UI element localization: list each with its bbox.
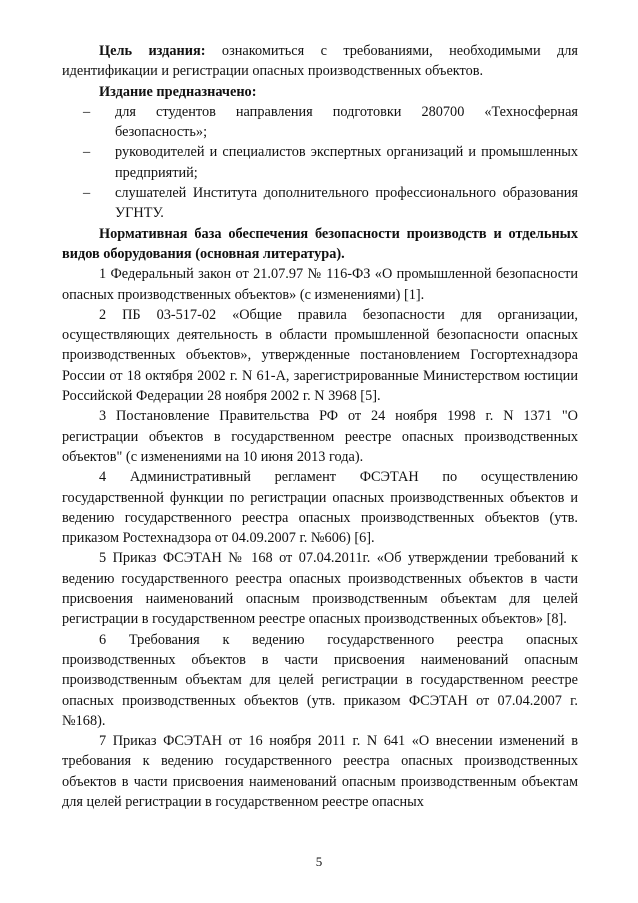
list-item [83,102,578,143]
reference-item: 7 Приказ ФСЭТАН от 16 ноября 2011 г. N 641 «О внесении изменений в требования к ведению государственного реестра опасных производственных объектов в части присвоения наименований опасным производственным объектам для целей регистрации в государственном реестре опасных [62,733,578,810]
dash-mark: – [83,185,91,202]
page-number: 5 [315,854,323,869]
intended-label-text: Издание предназначено: [99,83,257,100]
audience-list [62,102,578,224]
reference-item: 6 Требования к ведению государственного реестра опасных производственных объектов в части присвоения наименований опасным производственным объектам для целей регистрации в государственном реестре опасных производственных объектов (утв. приказом ФСЭТАН от 07.04.2007 г. №168). [62,631,578,729]
dash-mark: – [83,144,91,161]
list-item-text: руководителей и специалистов экспертных организаций и промышленных предприятий; [115,144,578,181]
reference-item: 4 Административный регламент ФСЭТАН по осуществлению государственной функции по регистрации опасных производственных объектов и ведению государственного реестра опасных производственных объектов (утв. приказом Ростехнадзора от 04.09.2007 г. №606) [6]. [62,469,578,547]
base-heading [62,224,578,265]
list-item-text: слушателей Института дополнительного профессионального образования УГНТУ. [115,185,578,222]
reference-item: 1 Федеральный закон от 21.07.97 № 116-ФЗ «О промышленной безопасности опасных производственных объектов» (с изменениями) [1]. [62,266,578,303]
intended-label [62,82,578,102]
base-heading-text: Нормативная база обеспечения безопасности производств и отдельных видов оборудования (основная литература). [62,225,578,262]
purpose-label: Цель издания: [99,43,206,59]
list-item [83,142,578,183]
document-page [62,41,578,812]
purpose-paragraph [62,41,578,82]
list-item [83,183,578,224]
list-item-text: для студентов направления подготовки 280700 «Техносферная безопасность»; [115,103,578,141]
dash-mark: – [83,103,91,120]
reference-item: 5 Приказ ФСЭТАН № 168 от 07.04.2011г. «Об утверждении требований к ведению государственного реестра опасных производственных объектов в части присвоения наименований опасным производственным объектам для целей регистрации в государственном реестре опасных производственных объектов» [8]. [62,550,578,628]
purpose-text: ознакомиться с требованиями, необходимыми для идентификации и регистрации опасных производственных объектов. [62,43,578,80]
reference-item: 3 Постановление Правительства РФ от 24 ноября 1998 г. N 1371 "О регистрации объектов в государственном реестре опасных производственных объектов" (с изменениями на 10 июня 2013 года). [62,408,578,465]
reference-item: 2 ПБ 03-517-02 «Общие правила безопасности для организации, осуществляющих деятельность в области промышленной безопасности опасных производственных объектов», утвержденные постановлением Госгортехнадзора России от 18 октября 2002 г. N 61-А, зарегистрированные Министерством юстиции Российской Федерации 28 ноября 2002 г. N 3968 [5]. [62,306,578,405]
